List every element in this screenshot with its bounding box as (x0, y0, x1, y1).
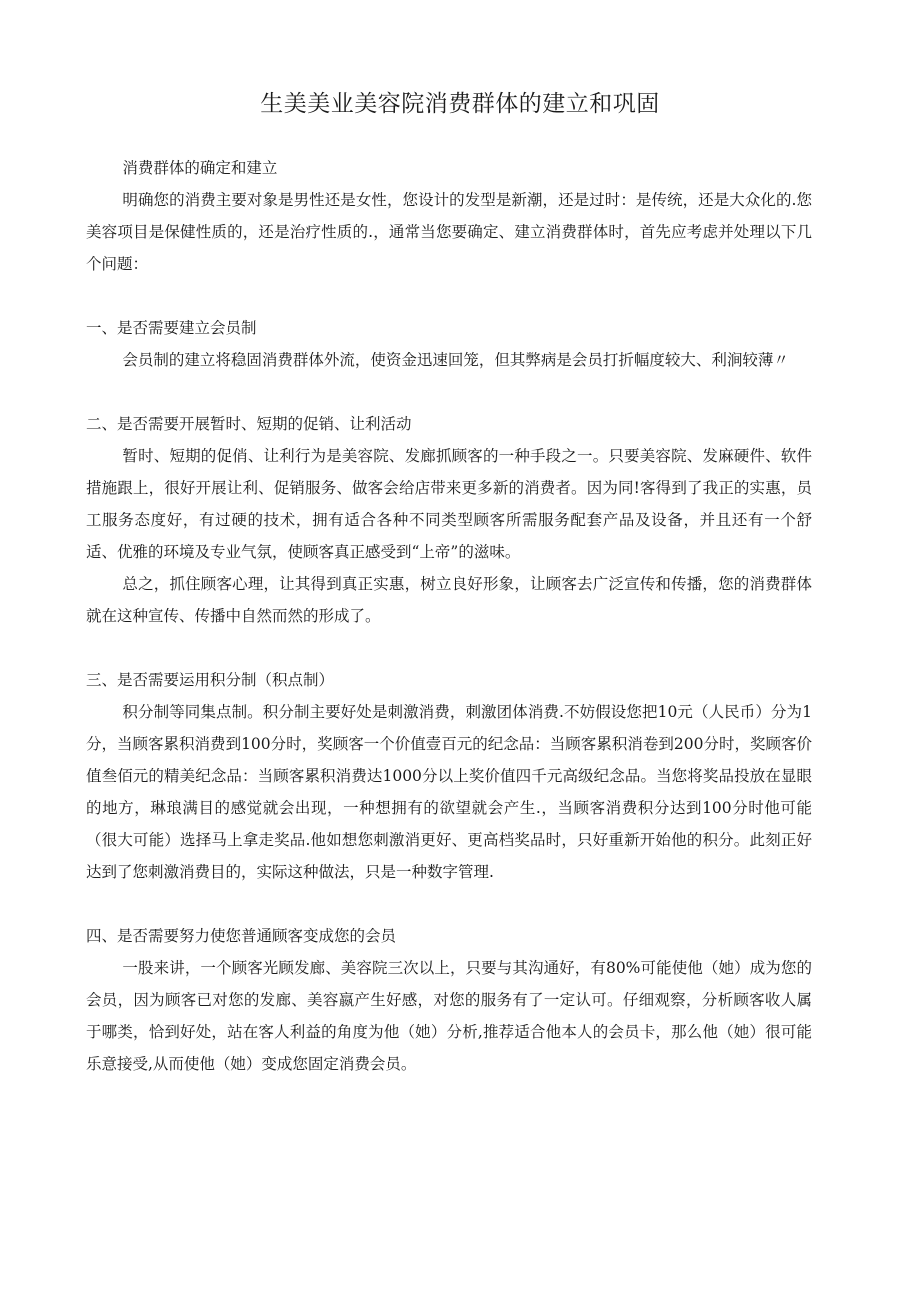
section-heading: 三、是否需要运用积分制（积点制） (86, 671, 335, 689)
section-membership (86, 312, 812, 376)
section-gap (86, 888, 812, 920)
document-body (86, 152, 812, 1080)
section-paragraph: 会员制的建立将稳固消费群体外流，使资金迅速回笼，但其弊病是会员打折幅度较大、利涧较薄〃 (122, 351, 789, 369)
section-gap (86, 376, 812, 408)
section-gap (86, 632, 812, 664)
section-points (86, 664, 812, 888)
section-heading: 四、是否需要努力使您普通顾客变成您的会员 (86, 927, 397, 945)
section-paragraph: 暂时、短期的促俏、让利行为是美容院、发廊抓顾客的一种手段之一。只要美容院、发麻硬件、软件措施跟上，很好开展让利、促销服务、做客会给店带来更多新的消费者。因为同!客得到了我正的实惠，员工服务态度好，有过硬的技术，拥有适合各种不同类型顾客所需服务配套产品及设备，并且还有一个舒适、优雅的环境及专业气氛，使顾客真正感受到“上帝”的滋味。 (86, 447, 812, 561)
section-paragraph: 积分制等同集点制。积分制主要好处是刺激消费，刺激团体消费.不妨假设您把10元（人民币）分为1分，当顾客累积消费到100分时，奖顾客一个价值壹百元的纪念品：当顾客累积消卷到200分时，奖顾客价值叁佰元的精美纪念品：当顾客累积消费达1000分以上奖价值四千元高级纪念品。当您将奖品投放在显眼的地方，琳琅满目的感觉就会出现，一种想拥有的欲望就会产生.，当顾客消费积分达到100分时他可能（很大可能）选择马上拿走奖品.他如想您刺激消更好、更高档奖品时，只好重新开始他的积分。此刻正好达到了您刺激消费目的，实际这种做法，只是一种数字管理. (86, 703, 812, 881)
section-paragraph: 总之，抓住顾客心理，让其得到真正实惠，树立良好形象，让顾客去广泛宣传和传播，您的消费群体就在这种宣传、传播中自然而然的形成了。 (86, 575, 812, 625)
document-title: 生美美业美容院消费群体的建立和巩固 (260, 91, 660, 117)
intro-paragraph: 明确您的消费主要对象是男性还是女性，您设计的发型是新潮，还是过时：是传统，还是大众化的.您美容项目是保健性质的，还是治疗性质的.，通常当您要确定、建立消费群体时，首先应考虑并处理以下几个问题： (86, 191, 812, 273)
section-heading: 二、是否需要开展暂时、短期的促销、让利活动 (86, 415, 412, 433)
section-paragraph: 一股来讲，一个顾客光顾发廊、美容院三次以上，只要与其沟通好，有80%可能使他（她）成为您的会员，因为顾客已对您的发廊、美容嬴产生好感，对您的服务有了一定认可。仔细观察，分析顾客收人属于哪类，恰到好处，站在客人利益的角度为他（她）分析,推荐适合他本人的会员卡，那么他（她）很可能乐意接受,从而使他（她）变成您固定消费会员。 (86, 959, 812, 1073)
intro-section (86, 152, 812, 280)
section-gap (86, 280, 812, 312)
section-heading: 一、是否需要建立会员制 (86, 319, 257, 337)
section-conversion (86, 920, 812, 1080)
section-promotion (86, 408, 812, 632)
intro-subheading: 消费群体的确定和建立 (122, 159, 278, 177)
